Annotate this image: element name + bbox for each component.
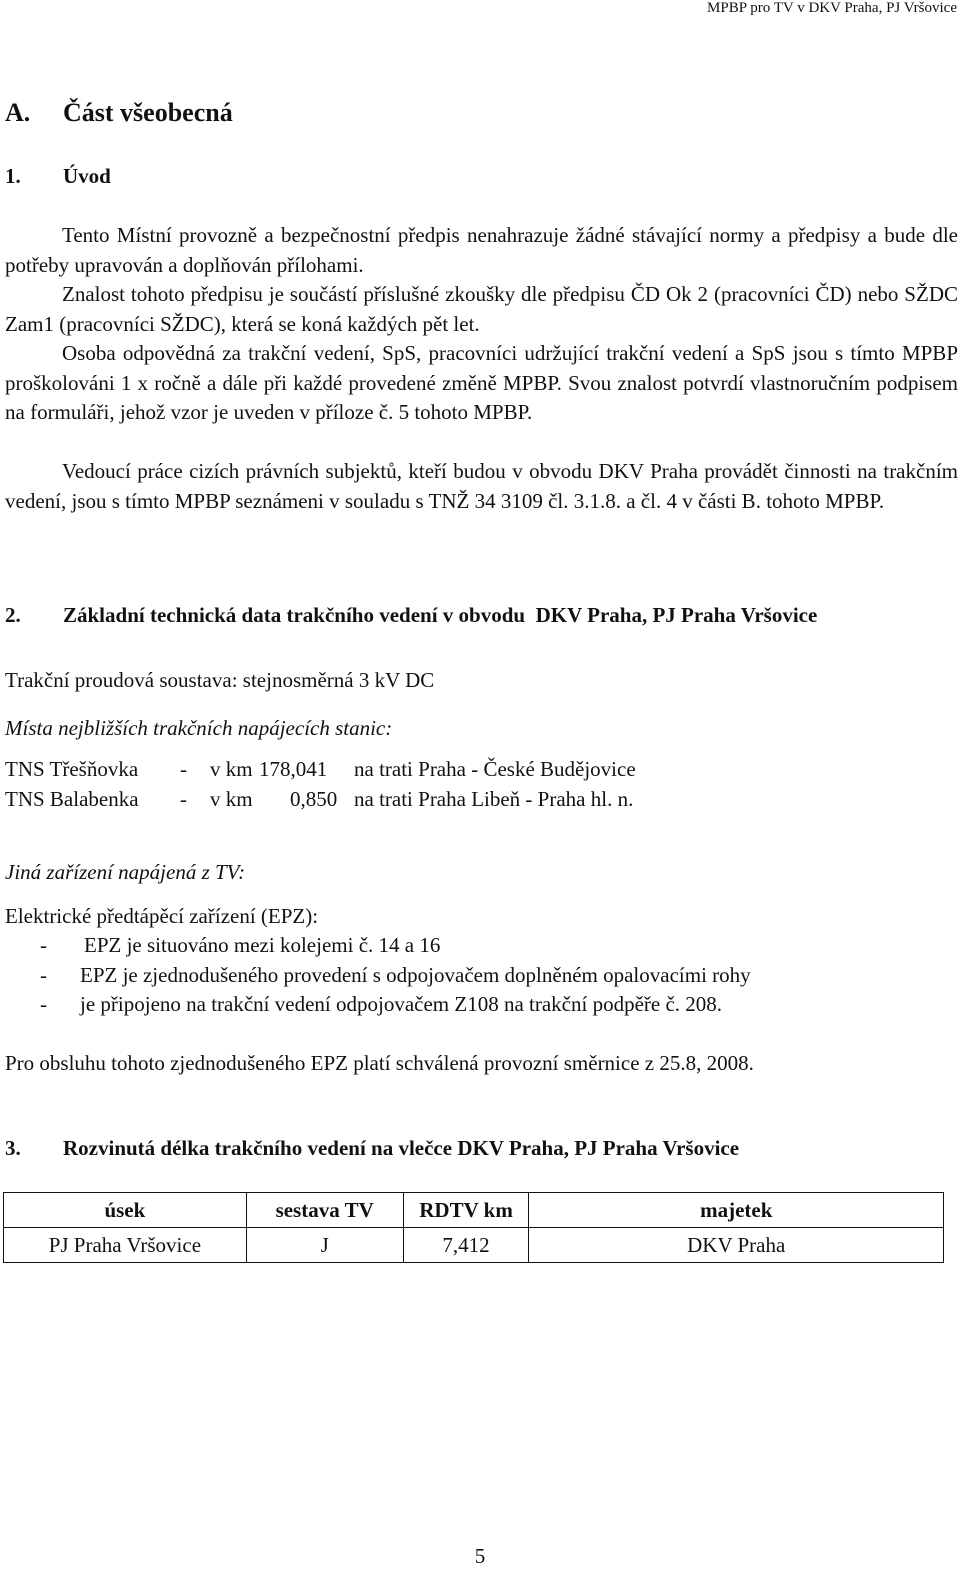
current-system-line: Trakční proudová soustava: stejnosměrná 3 kV DC	[5, 668, 435, 692]
section-a-title: Část všeobecná	[63, 98, 233, 127]
list-dash: -	[40, 992, 47, 1016]
station-route: na trati Praha - České Budějovice	[354, 757, 636, 781]
table-cell: PJ Praha Vršovice	[4, 1228, 247, 1263]
other-devices-label: Jiná zařízení napájená z TV:	[5, 860, 246, 884]
section-3-title: Rozvinutá délka trakčního vedení na vlečce DKV Praha, PJ Praha Vršovice	[63, 1136, 740, 1160]
section-1-title: Úvod	[63, 164, 111, 188]
epz-list-item	[5, 933, 905, 963]
table-cell: DKV Praha	[529, 1228, 944, 1263]
table-cell: J	[246, 1228, 403, 1263]
table-header-cell: úsek	[4, 1193, 247, 1228]
epz-title: Elektrické předtápěcí zařízení (EPZ):	[5, 904, 319, 928]
list-item-text: EPZ je situováno mezi kolejemi č. 14 a 16	[84, 933, 441, 957]
table-header-row	[4, 1193, 944, 1228]
running-header: MPBP pro TV v DKV Praha, PJ Vršovice	[707, 0, 957, 16]
station-name: TNS Balabenka	[5, 787, 139, 811]
list-item-text: EPZ je zjednodušeného provedení s odpojovačem doplněném opalovacími rohy	[80, 963, 751, 987]
station-row	[5, 787, 805, 817]
list-item-text: je připojeno na trakční vedení odpojovačem Z108 na trakční podpěře č. 208.	[80, 992, 723, 1016]
station-dash: -	[180, 787, 187, 811]
table-header-cell: majetek	[529, 1193, 944, 1228]
section-3-number: 3.	[5, 1136, 21, 1160]
section-a-number: A.	[5, 98, 31, 127]
intro-paragraph-4: Vedoucí práce cizích právních subjektů, kteří budou v obvodu DKV Praha provádět činnosti na trakčním vedení, jsou s tímto MPBP seznámeni v souladu s TNŽ 34 3109 čl. 3.1.8. a čl. 4 v části B. tohoto MPBP.	[5, 459, 958, 513]
station-row	[5, 757, 805, 787]
station-name: TNS Třešňovka	[5, 757, 139, 781]
station-km: 178,041	[259, 757, 328, 781]
section-2-title: Základní technická data trakčního vedení v obvodu DKV Praha, PJ Praha Vršovice	[63, 603, 818, 627]
table-cell: 7,412	[403, 1228, 529, 1263]
table-header-cell: sestava TV	[246, 1193, 403, 1228]
page-number: 5	[474, 1544, 486, 1568]
intro-paragraph-2: Znalost tohoto předpisu je součástí příslušné zkoušky dle předpisu ČD Ok 2 (pracovníci ČD) nebo SŽDC Zam1 (pracovníci SŽDC), která se koná každých pět let.	[5, 282, 958, 336]
station-km-label: v km	[210, 757, 253, 781]
intro-paragraph-3: Osoba odpovědná za trakční vedení, SpS, pracovníci udržující trakční vedení a SpS jsou s tímto MPBP proškolováni 1 x ročně a dále při každé provedené změně MPBP. Svou znalost potvrdí vlastnoručním podpisem na formuláři, jehož vzor je uveden v příloze č. 5 tohoto MPBP.	[5, 341, 958, 424]
station-route: na trati Praha Libeň - Praha hl. n.	[354, 787, 634, 811]
epz-list-item	[5, 992, 905, 1022]
station-dash: -	[180, 757, 187, 781]
stations-label: Místa nejbližších trakčních napájecích stanic:	[5, 716, 393, 740]
list-dash: -	[40, 963, 47, 987]
epz-list-item	[5, 963, 905, 993]
section-1-number: 1.	[5, 164, 21, 188]
list-dash: -	[40, 933, 47, 957]
intro-paragraph-1: Tento Místní provozně a bezpečnostní předpis nenahrazuje žádné stávající normy a předpisy a bude dle potřeby upravován a doplňován přílohami.	[5, 223, 958, 277]
table-header-cell: RDTV km	[403, 1193, 529, 1228]
station-km-label: v km	[210, 787, 253, 811]
epz-note: Pro obsluhu tohoto zjednodušeného EPZ platí schválená provozní směrnice z 25.8, 2008.	[5, 1051, 754, 1075]
rdtv-table	[3, 1192, 944, 1263]
station-km: 0,850	[290, 787, 338, 811]
table-row	[4, 1228, 944, 1263]
section-2-number: 2.	[5, 603, 21, 627]
